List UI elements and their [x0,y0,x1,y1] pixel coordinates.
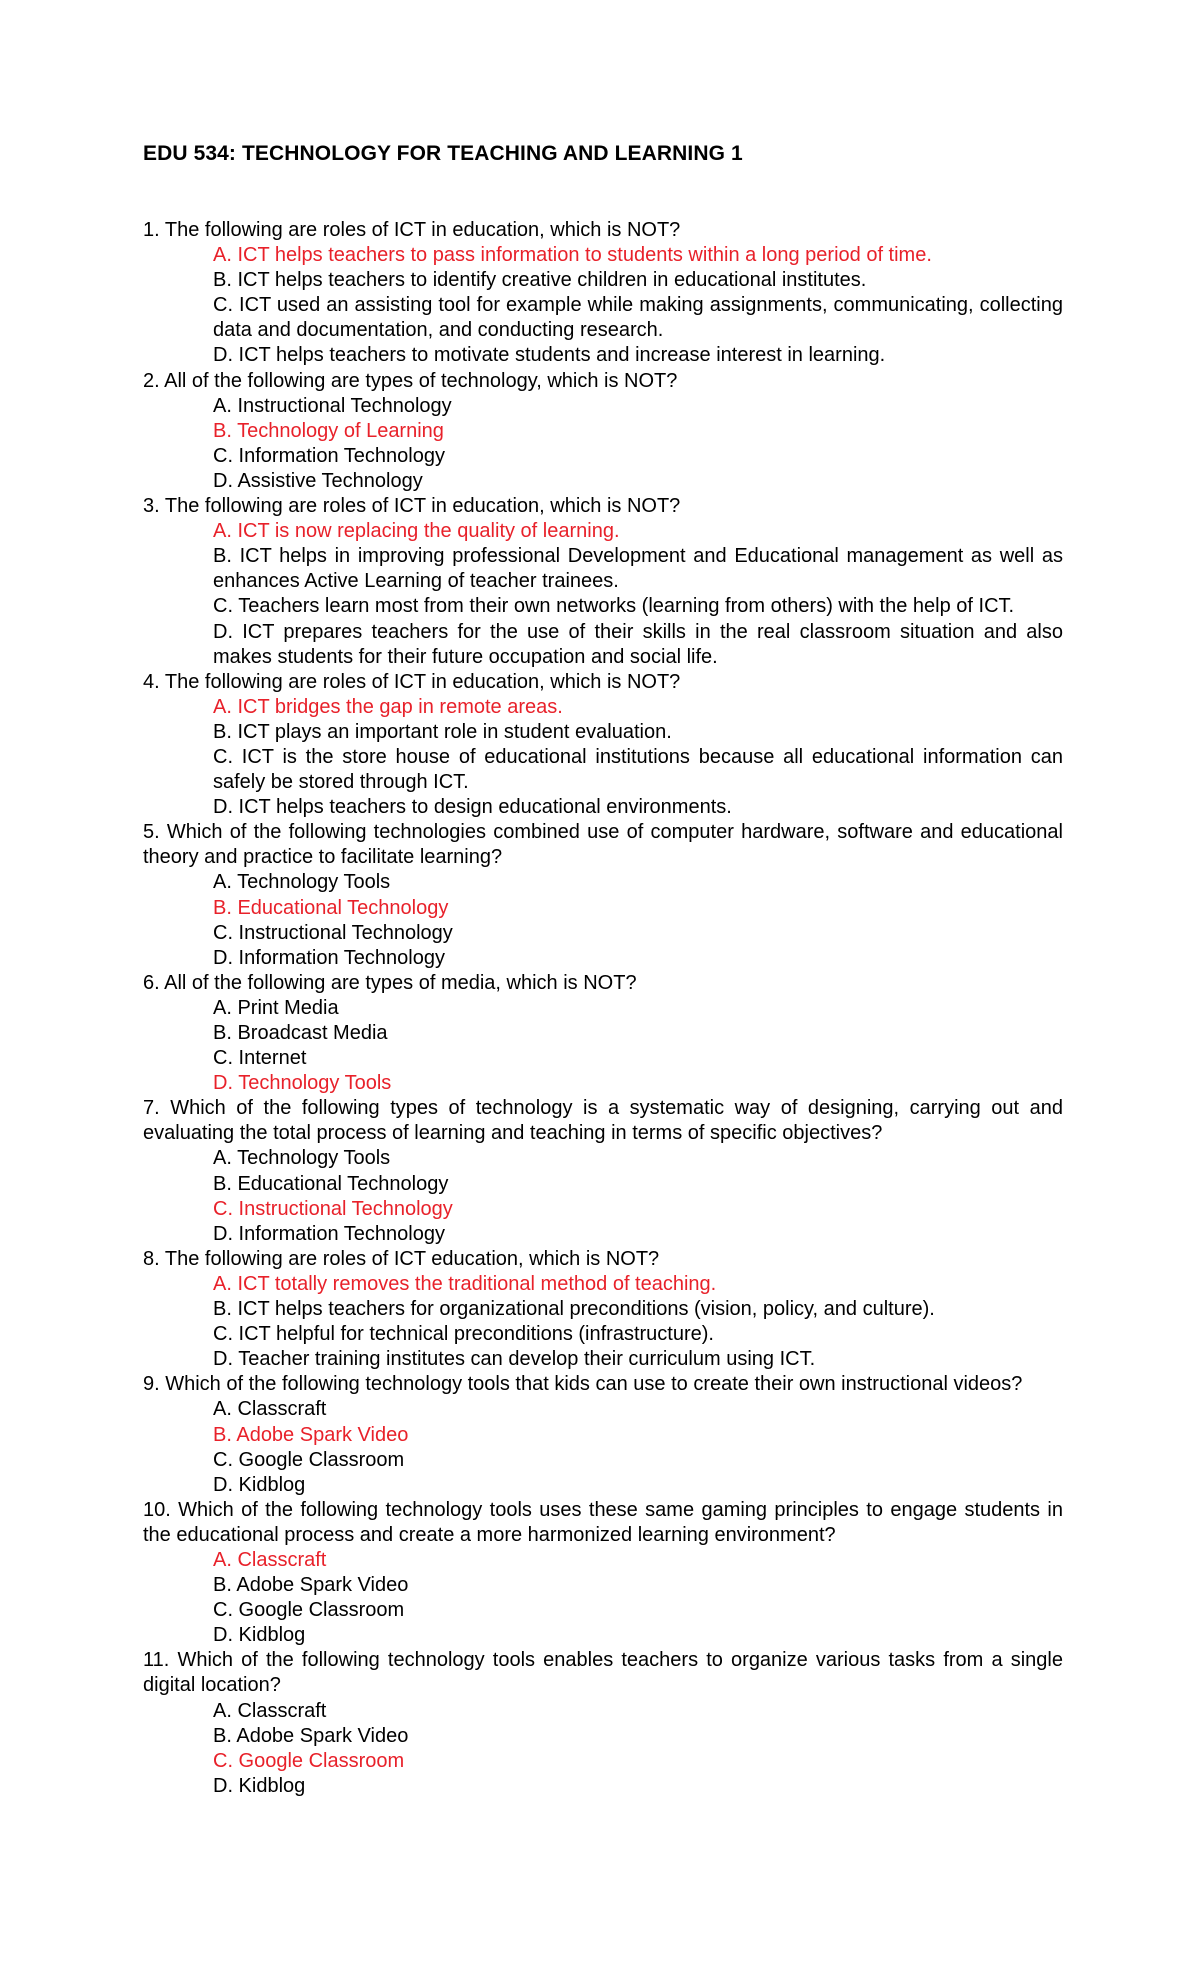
option-item: D. ICT helps teachers to motivate students and increase interest in learning. [213,344,886,367]
question-text: 1. The following are roles of ICT in education, which is NOT? [143,219,681,241]
option-item: C. Google Classroom [213,1599,405,1622]
option-item: B. ICT helps teachers to identify creative children in educational institutes. [213,269,867,292]
option-item: C. Google Classroom [213,1448,405,1471]
question-text: 3. The following are roles of ICT in education, which is NOT? [143,495,681,518]
option-item: D. Information Technology [213,1222,445,1245]
option-item: B. Adobe Spark Video [213,1574,409,1597]
question-item [143,670,1063,821]
question-item [143,1498,1063,1649]
question-item [143,1372,1063,1497]
answer-option: A. Classcraft [213,1548,327,1571]
answer-option: A. ICT is now replacing the quality of learning. [213,520,620,543]
option-item: B. Educational Technology [213,1172,449,1195]
question-item [143,218,1063,369]
answer-option: C. Instructional Technology [213,1197,453,1220]
option-item: D. Information Technology [213,946,445,969]
option-item: A. Technology Tools [213,871,391,894]
question-text: 6. All of the following are types of media, which is NOT? [143,971,637,994]
option-item: C. Teachers learn most from their own networks (learning from others) with the help of ICT. [213,595,1015,618]
option-item: A. Classcraft [213,1699,327,1722]
option-item: B. ICT helps in improving professional Development and Educational management as well as enhances Active Learning of teacher trainees. [213,545,1063,593]
option-item: D. Teacher training institutes can develop their curriculum using ICT. [213,1348,816,1371]
answer-option: B. Adobe Spark Video [213,1423,409,1446]
answer-option: A. ICT bridges the gap in remote areas. [213,695,563,718]
option-item: A. Classcraft [213,1398,327,1421]
question-text: 2. All of the following are types of technology, which is NOT? [143,369,678,392]
option-item: C. Instructional Technology [213,921,453,944]
question-text: 8. The following are roles of ICT education, which is NOT? [143,1247,660,1270]
option-item: C. ICT is the store house of educational institutions because all educational information can safely be stored through ICT. [213,745,1063,794]
option-item: D. ICT helps teachers to design educational environments. [213,796,732,819]
option-item: C. ICT used an assisting tool for example while making assignments, communicating, collecting data and documentation, and conducting research. [213,294,1063,342]
answer-option: D. Technology Tools [213,1072,392,1095]
option-item: D. ICT prepares teachers for the use of their skills in the real classroom situation and also makes students for their future occupation and social life. [213,620,1063,668]
question-text: 9. Which of the following technology tools that kids can use to create their own instructional videos? [143,1373,1023,1396]
question-item [143,494,1063,670]
document-title: EDU 534: TECHNOLOGY FOR TEACHING AND LEARNING 1 [143,142,743,165]
question-list [143,218,1063,1799]
option-item: A. Technology Tools [213,1147,391,1170]
option-item: A. Print Media [213,996,339,1019]
question-item [143,1096,1063,1247]
question-item [143,971,1063,1096]
option-item: B. Broadcast Media [213,1022,388,1044]
question-item [143,1247,1063,1372]
question-text: 7. Which of the following types of technology is a systematic way of designing, carrying out and evaluating the total process of learning and teaching in terms of specific objectives? [143,1097,1063,1145]
option-item: D. Kidblog [213,1774,306,1797]
question-text: 10. Which of the following technology tools uses these same gaming principles to engage students in the educational process and create a more harmonized learning environment? [143,1498,1063,1546]
answer-option: B. Educational Technology [213,896,449,919]
option-item: C. Information Technology [213,444,445,467]
option-item: D. Kidblog [213,1624,306,1647]
option-item: B. Adobe Spark Video [213,1724,409,1747]
option-item: D. Assistive Technology [213,469,423,492]
option-item: C. ICT helpful for technical preconditions (infrastructure). [213,1323,714,1346]
question-text: 5. Which of the following technologies combined use of computer hardware, software and educational theory and practice to facilitate learning? [143,821,1063,869]
answer-option: C. Google Classroom [213,1749,405,1772]
option-item: B. ICT helps teachers for organizational preconditions (vision, policy, and culture). [213,1298,935,1321]
answer-option: B. Technology of Learning [213,419,444,442]
question-item [143,1648,1063,1799]
option-item: B. ICT plays an important role in student evaluation. [213,720,672,743]
question-text: 4. The following are roles of ICT in education, which is NOT? [143,670,681,693]
question-text: 11. Which of the following technology tools enables teachers to organize various tasks from a single digital location? [143,1649,1063,1697]
option-item: C. Internet [213,1047,307,1070]
question-item [143,369,1063,494]
option-item: A. Instructional Technology [213,394,452,417]
answer-option: A. ICT helps teachers to pass information to students within a long period of time. [213,244,932,267]
question-item [143,820,1063,971]
answer-option: A. ICT totally removes the traditional method of teaching. [213,1272,717,1295]
option-item: D. Kidblog [213,1473,306,1496]
